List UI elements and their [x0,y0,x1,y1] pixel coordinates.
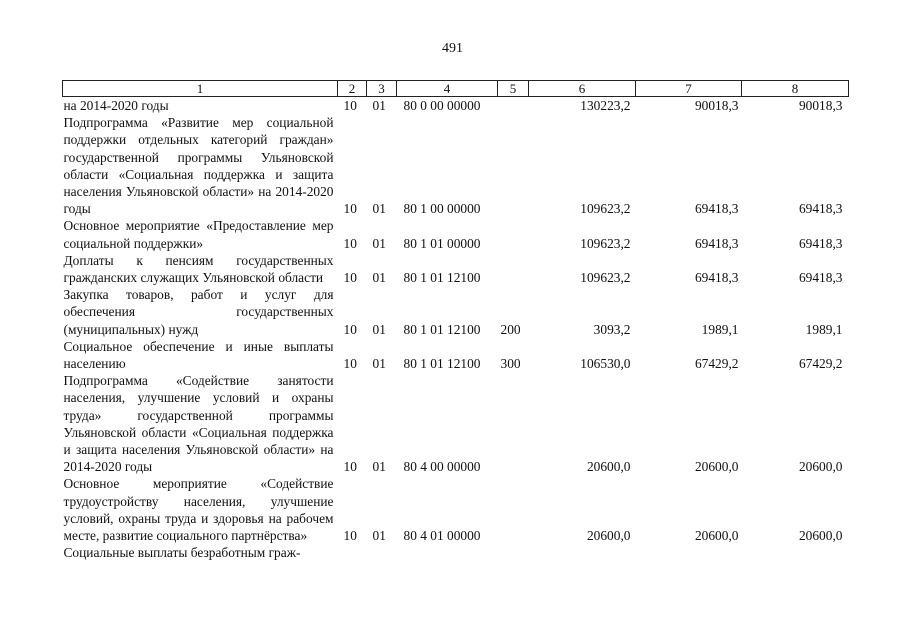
row-subsection-code: 01 [372,528,386,544]
row-amount-col7: 67429,2 [694,356,739,372]
row-amount-col6: 109623,2 [580,201,631,217]
row-amount-col7: 90018,3 [694,98,739,113]
row-target-article: 80 4 00 00000 [403,459,481,475]
row-amount-col8: 20600,0 [798,459,843,475]
row-section-code: 10 [343,321,357,337]
column-header: 6 [529,81,636,97]
row-section-code: 10 [343,270,357,286]
row-target-article: 80 1 00 00000 [403,201,481,217]
column-header: 1 [63,81,338,97]
column-header: 2 [338,81,367,97]
row-subsection-code: 01 [372,321,386,337]
table-row [63,114,849,217]
row-section-code [338,544,367,561]
page-number: 491 [442,41,463,56]
row-name: Социальные выплаты безработным граж- [63,545,301,561]
row-target-article: 80 1 01 12100 [403,356,481,372]
table-row [63,475,849,544]
row-name: Подпрограмма «Развитие мер социальной поддержки отдельных категорий граждан» государственной программы Ульяновской области «Социальная поддержка и защита населения Ульяновской области» на 2014-2020 годы [63,115,334,217]
row-expense-type [498,97,529,115]
row-subsection-code: 01 [372,98,386,113]
row-amount-col8: 69418,3 [798,270,843,286]
row-amount-col6: 109623,2 [580,270,631,286]
row-subsection-code: 01 [372,459,386,475]
row-expense-type: 200 [500,321,521,337]
row-name: Основное мероприятие «Предоставление мер социальной поддержки» [63,218,334,251]
row-amount-col6: 109623,2 [580,235,631,251]
row-target-article: 80 1 01 00000 [403,235,481,251]
table-row [63,544,849,561]
row-subsection-code: 01 [372,235,386,251]
column-header: 5 [498,81,529,97]
table-row [63,97,849,115]
row-amount-col8: 90018,3 [798,98,843,113]
table-header-row [63,81,849,97]
row-amount-col7: 20600,0 [694,459,739,475]
table-row [63,217,849,251]
row-amount-col7: 69418,3 [694,235,739,251]
column-header: 4 [397,81,498,97]
row-target-article: 80 0 00 00000 [403,98,481,113]
row-subsection-code: 01 [372,356,386,372]
row-target-article: 80 1 01 12100 [403,270,481,286]
column-header: 7 [636,81,742,97]
row-amount-col7: 69418,3 [694,201,739,217]
row-expense-type [498,372,529,475]
row-expense-type [498,217,529,251]
budget-table-container [62,80,848,561]
row-section-code: 10 [343,356,357,372]
row-section-code: 10 [343,235,357,251]
row-amount-col6: 130223,2 [580,98,631,113]
row-subsection-code: 01 [372,201,386,217]
table-row [63,286,849,338]
row-name: Доплаты к пенсиям государственных гражданских служащих Ульяновской области [63,252,334,286]
row-expense-type [498,252,529,286]
row-amount-col6: 106530,0 [580,356,631,372]
column-header: 3 [367,81,397,97]
table-row [63,338,849,372]
row-amount-col8: 67429,2 [798,356,843,372]
row-amount-col8: 69418,3 [798,235,843,251]
row-name: Основное мероприятие «Содействие трудоустройству населения, улучшение условий, охраны труда и здоровья на рабочем месте, развитие социального партнёрства» [63,476,334,544]
row-amount-col7: 1989,1 [701,321,739,337]
column-header: 8 [742,81,849,97]
row-target-article: 80 1 01 12100 [403,321,481,337]
row-amount-col8: 1989,1 [805,321,843,337]
row-expense-type: 300 [500,356,521,372]
row-section-code: 10 [343,528,357,544]
row-amount-col8 [742,544,849,561]
row-subsection-code [367,544,397,561]
row-section-code: 10 [343,459,357,475]
row-amount-col6: 20600,0 [586,528,631,544]
row-name: Закупка товаров, работ и услуг для обеспечения государственных (муниципальных) нужд [63,287,334,337]
row-target-article [397,544,498,561]
table-row [63,252,849,286]
row-amount-col6: 20600,0 [586,459,631,475]
row-name: на 2014-2020 годы [63,98,169,113]
row-target-article: 80 4 01 00000 [403,528,481,544]
budget-table [62,80,849,561]
row-amount-col8: 69418,3 [798,201,843,217]
row-amount-col7 [636,544,742,561]
row-section-code: 10 [343,201,357,217]
row-section-code: 10 [343,98,357,113]
row-amount-col7: 20600,0 [694,528,739,544]
row-expense-type [498,114,529,217]
row-subsection-code: 01 [372,270,386,286]
row-amount-col7: 69418,3 [694,270,739,286]
row-expense-type [498,475,529,544]
row-name: Подпрограмма «Содействие занятости населения, улучшение условий и охраны труда» государственной программы Ульяновской области «Социальная поддержка и защита населения Ульяновской области» на 2014-2020 годы [63,373,334,475]
table-row [63,372,849,475]
row-amount-col6 [529,544,636,561]
row-amount-col8: 20600,0 [798,528,843,544]
row-amount-col6: 3093,2 [593,321,631,337]
row-expense-type [498,544,529,561]
row-name: Социальное обеспечение и иные выплаты населению [63,338,334,372]
